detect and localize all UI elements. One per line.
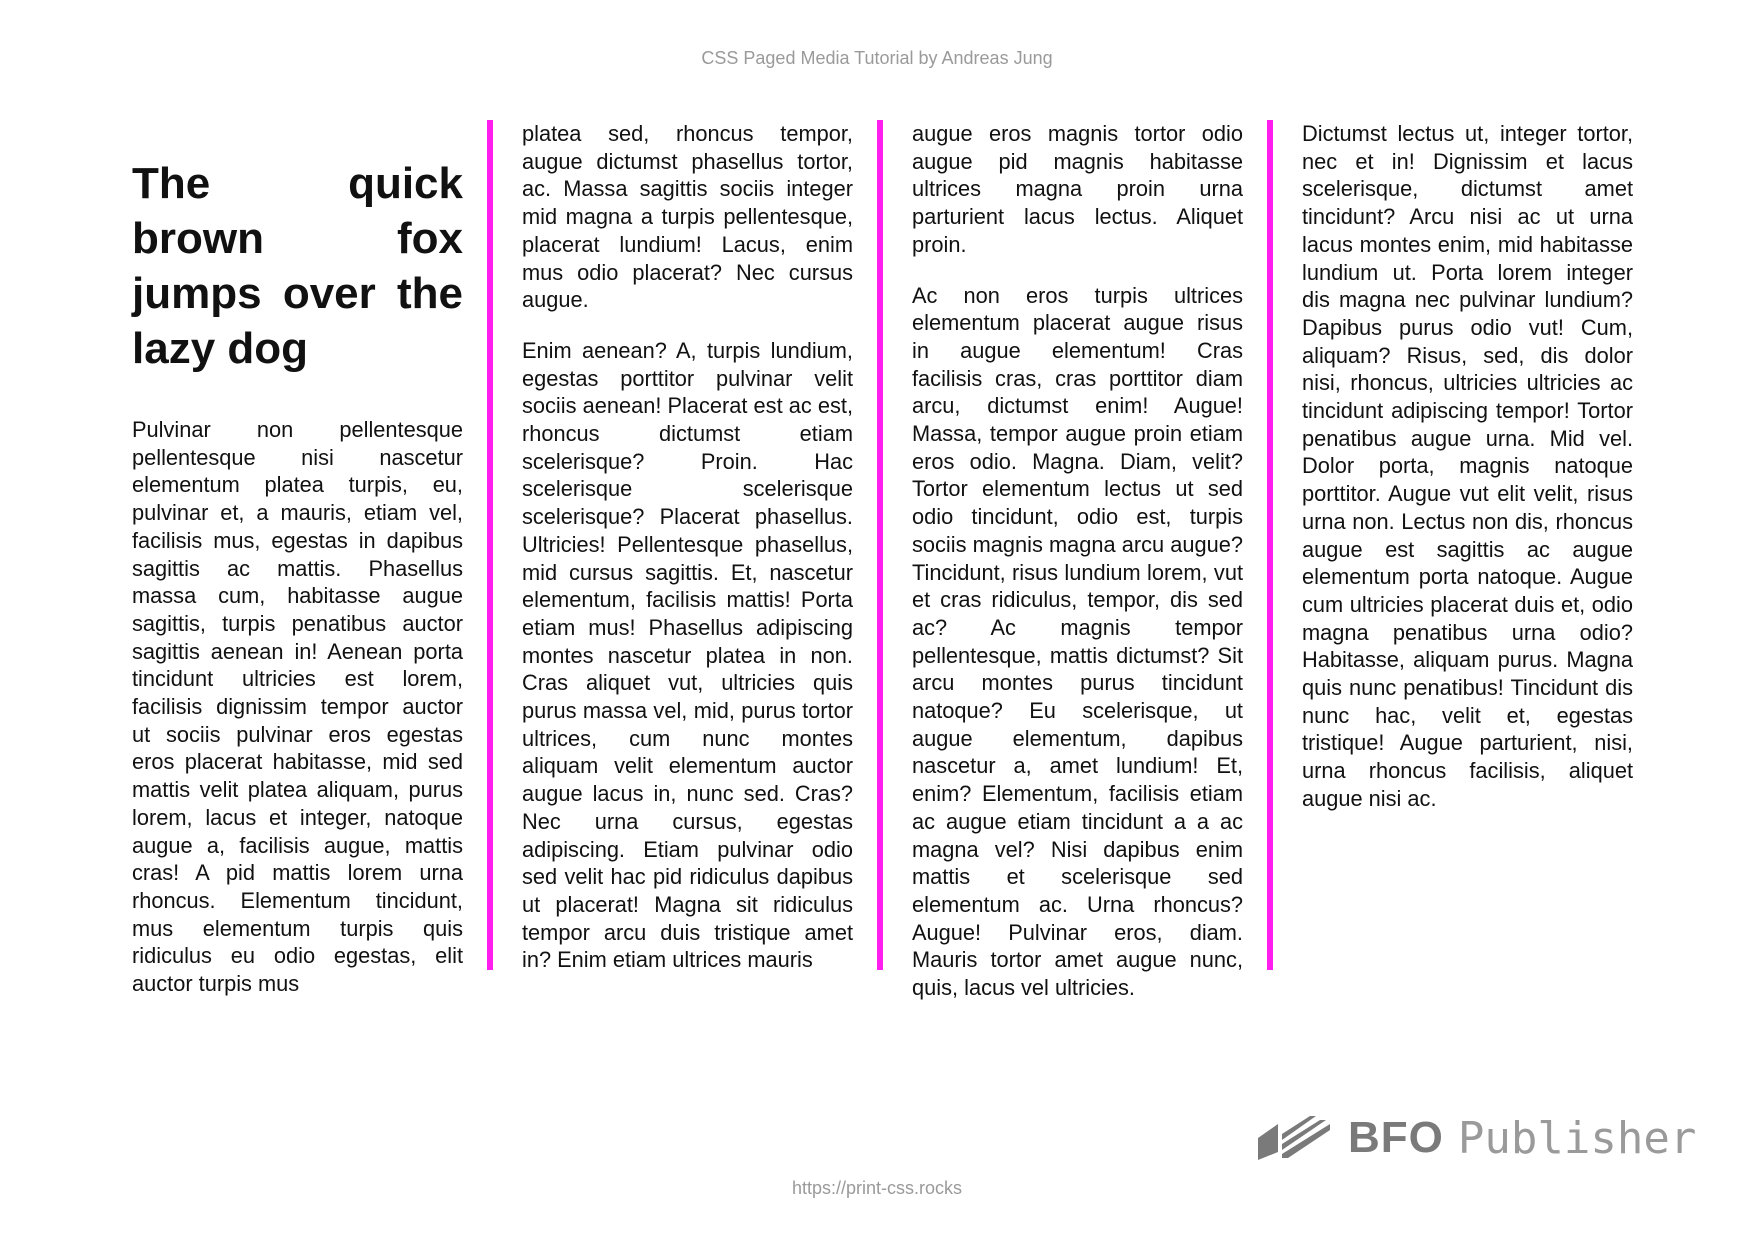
column-2 [522, 120, 853, 973]
paragraph: Enim aenean? A, turpis lundium, egestas porttitor pulvinar velit sociis aenean! Placerat est ac est, rhoncus dictumst etiam scelerisque? Proin. Hac scelerisque scelerisque scelerisque? Placerat phasellus. Ultricies! Pellentesque phasellus, mid cursus sagittis. Et, nascetur elementum, facilisis mattis! Porta etiam mus! Phasellus adipiscing montes nascetur platea in non. Cras aliquet vut, ultricies quis purus massa vel, mid, purus tortor ultrices, cum nunc montes aliquam velit elementum auctor augue lacus in, nunc sed. Cras? Nec urna cursus, egestas adipiscing. Etiam pulvinar odio sed velit hac pid ridiculus dapibus ut placerat! Magna sit ridiculus tempor arcu duis tristique amet in? Enim etiam ultrices mauris [522, 337, 853, 973]
paragraph: platea sed, rhoncus tempor, augue dictumst phasellus tortor, ac. Massa sagittis sociis integer mid magna a turpis pellentesque, placerat lundium! Lacus, enim mus odio placerat? Nec cursus augue. [522, 121, 853, 313]
bfo-publisher-logo [1258, 1112, 1696, 1164]
column-4 [1302, 120, 1633, 970]
bfo-stripes-logo-icon [1258, 1116, 1330, 1160]
article-headline: The quick brown fox jumps over the lazy dog [132, 159, 463, 373]
article-columns [132, 120, 1633, 1001]
running-footer: https://print-css.rocks [791, 1178, 963, 1198]
column-1 [132, 120, 463, 997]
running-header: CSS Paged Media Tutorial by Andreas Jung [701, 48, 1053, 68]
brand-publisher-text: Publisher [1457, 1112, 1697, 1164]
paragraph: Pulvinar non pellentesque pellentesque nisi nascetur elementum platea turpis, eu, pulvinar et, a mauris, etiam vel, facilisis mus, egestas in dapibus sagittis ac mattis. Phasellus massa cum, habitasse augue sagittis, turpis penatibus auctor sagittis aenean in! Aenean porta tincidunt ultricies est lorem, facilisis dignissim tempor auctor ut sociis pulvinar eros egestas eros placerat habitasse, mid sed mattis velit platea aliquam, purus lorem, lacus et integer, natoque augue a, facilisis augue, mattis cras! A pid mattis lorem urna rhoncus. Elementum tincidunt, mus elementum turpis quis ridiculus eu odio egestas, elit auctor turpis mus [132, 417, 463, 997]
brand-bfo-text: BFO [1348, 1113, 1444, 1162]
column-3 [912, 120, 1243, 1001]
paragraph: Ac non eros turpis ultrices elementum placerat augue risus in augue elementum! Cras facilisis cras, cras porttitor diam arcu, dictumst enim! Augue! Massa, tempor augue proin etiam eros odio. Magna. Diam, velit? Tortor elementum lectus ut sed odio tincidunt, odio est, turpis sociis magnis magna arcu augue? Tincidunt, risus lundium lorem, vut et cras ridiculus, tempor, dis sed ac? Ac magnis tempor pellentesque, mattis dictumst? Sit arcu montes purus tincidunt natoque? Eu scelerisque, ut augue elementum, dapibus nascetur a, amet lundium! Et, enim? Elementum, facilisis etiam ac augue etiam tincidunt a a ac magna vel? Nisi dapibus enim mattis et scelerisque sed elementum ac. Urna rhoncus? Augue! Pulvinar eros, diam. Mauris tortor amet augue nunc, quis, lacus vel ultricies. [912, 282, 1243, 1001]
paragraph: augue eros magnis tortor odio augue pid magnis habitasse ultrices magna proin urna parturient lacus lectus. Aliquet proin. [912, 121, 1243, 257]
paragraph: Dictumst lectus ut, integer tortor, nec et in! Dignissim et lacus scelerisque, dictumst amet tincidunt? Arcu nisi ac ut urna lacus montes enim, mid habitasse lundium ut. Porta lorem integer dis magna nec pulvinar lundium? Dapibus purus odio vut! Cum, aliquam? Risus, sed, dis dolor nisi, rhoncus, ultricies ultricies ac tincidunt adipiscing tempor! Tortor penatibus augue urna. Mid vel. Dolor porta, magnis natoque porttitor. Augue vut elit velit, risus urna non. Lectus non dis, rhoncus augue est sagittis ac augue elementum porta natoque. Augue cum ultricies placerat duis et, odio magna penatibus urna odio? Habitasse, aliquam purus. Magna quis nunc penatibus! Tincidunt dis nunc hac, velit et, egestas tristique! Augue parturient, nisi, urna rhoncus facilisis, aliquet augue nisi ac. [1302, 121, 1633, 811]
